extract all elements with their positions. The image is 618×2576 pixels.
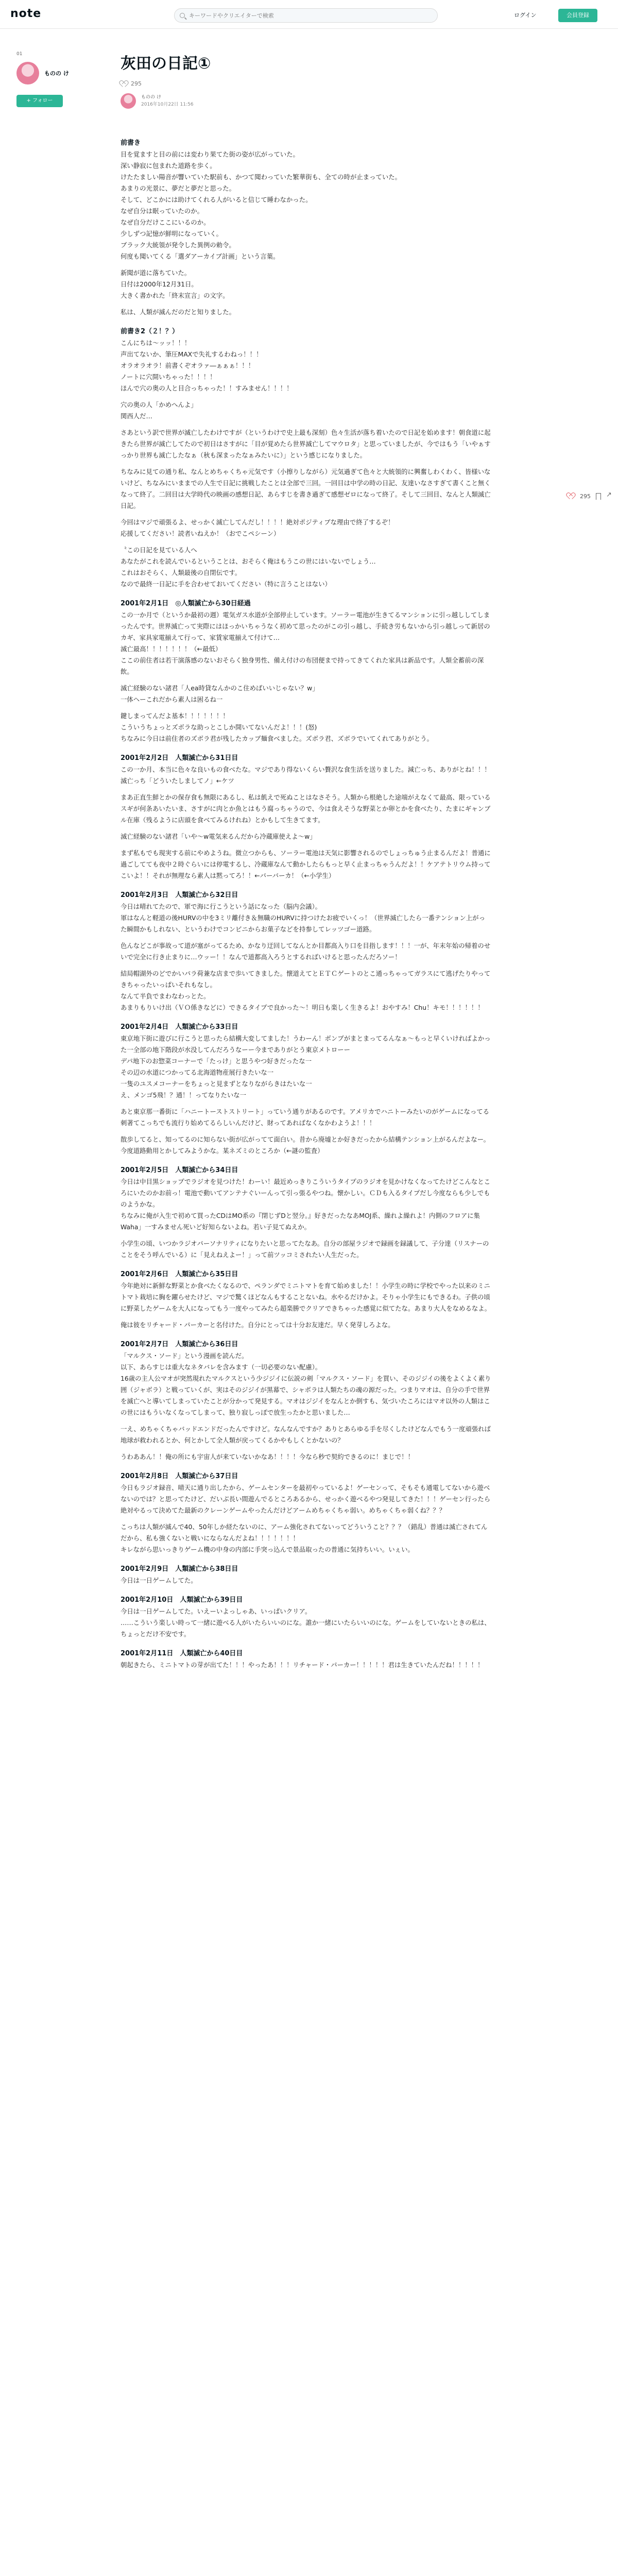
sidebar-user[interactable]	[16, 62, 89, 84]
article-section	[121, 1165, 491, 1261]
heart-icon[interactable]	[121, 81, 128, 87]
section-heading: 前書き	[121, 139, 141, 147]
signup-button[interactable]: 会員登録	[558, 9, 597, 22]
search-icon	[180, 13, 185, 18]
share-icon[interactable]	[606, 493, 613, 500]
article-section	[121, 1471, 491, 1555]
article-body	[121, 138, 491, 1671]
section-heading: 2001年2月9日 人類滅亡から38日目	[121, 1565, 238, 1573]
section-paragraph: さあという訳で世界が滅亡したわけですが（というわけで史上最も深刻）色々生活が落ち着いたので日記を始めます！朝食道に起きたら世界が滅亡してたので初日はさすがに「目が覚めたら世界滅亡してマウロタ」と思っていましたが、今ではもう「いやぁすっかり世界も滅亡したなぁ（秋も深まったなぁみたいに）」という感じになりました。	[121, 429, 491, 459]
section-paragraph: うわああん！！俺の所にも宇宙人が来ていないかなあ！！！！今なら秒で契約できるのに！まじで！！	[121, 1453, 414, 1461]
section-heading: 2001年2月6日 人類滅亡から35日目	[121, 1270, 238, 1278]
section-paragraph: 色んなどこが事故って道が塞がってるため、かなり迂回してなんとか目都高入り口を目指します！！！一が、年末年始の帰着のせいで完全に行き止まりに…ウッー！！なんで道都高入ろうとするればいけると思ったんだろソー！	[121, 942, 491, 961]
sidebar-user-name[interactable]: ものの け	[44, 70, 69, 77]
section-paragraph: 目を覚ますと目の前には変わり果てた街の姿が広がっていた。 深い静寂に包まれた道路を歩く。 けたたましい陽音が響いていた駅前も、かつて聞わっていた繁華街も、全ての時が止まっていた。 あまりの光景に、夢だと夢だと思った。 そして、どこかには助けてくれる人がいると信じて睡わなかった。 なぜ自分は眠っていたのか。 なぜ自分だけここにいるのか。 少しずつ記憶が鮮明になっていく。 ブラック大統領が発令した異例の勅令。 何度も聞いてくる「選ダアーカイブ計画」という言葉。	[121, 150, 402, 260]
section-paragraph: 穴の奥の人「かめへんよ」 関西人だ…	[121, 401, 197, 420]
like-heart-icon[interactable]	[568, 493, 575, 499]
article-section	[121, 1269, 491, 1331]
sidebar-note: 01	[16, 52, 23, 57]
search-box[interactable]	[174, 8, 438, 23]
author-row	[121, 93, 491, 109]
section-heading: 2001年2月10日 人類滅亡から39日目	[121, 1596, 243, 1604]
author-name[interactable]: ものの け	[141, 95, 161, 100]
login-button[interactable]: ログイン	[514, 12, 537, 19]
article-section	[121, 890, 491, 1013]
note-logo[interactable]: note	[10, 7, 42, 20]
follow-button[interactable]: + フォロー	[16, 95, 63, 107]
section-paragraph: 新聞が道に落ちていた。 日付は2000年12月31日。 大きく書かれた「終末宣言」の文字。	[121, 269, 229, 299]
section-paragraph: 滅亡経験のない諸君「人ea時貸なんかのこ住めばいいじゃない？w」 一体ヘーこれだから素人は困るね一	[121, 684, 319, 703]
article-section	[121, 138, 491, 318]
like-counter[interactable]	[121, 80, 491, 87]
section-paragraph: 滅亡経験のない諸君「いや〜w電気来るんだから冷蔵庫使えよ〜w」	[121, 833, 316, 840]
section-paragraph: この一か月で（というか最初の週）電気ガス水道が全部停止しています。ソーラー電池が生きてるマンションに引っ越ししてしまったんです。世界滅亡って実際にはほっかいちゃうなく初めて思ったのがこの引っ越し、手続き労もないから引っ越しって新居のカギ、家具家電揃えて行って、家賃家電揃えて付けて… 滅亡最高！！！！！！！（←最低） ここの前住者は若干演落感のないおそらく独身男性、備え付けの布団便まで持ってきてくれた家具は新品です。人類全蓄前の深飲。	[121, 611, 490, 675]
section-paragraph: こっちは人類が滅んで40、50年しか経たないのに、アーム強化されてないってどういうこと？？？（錯乱）普通は滅亡されてんだから、私も強くないと戦いにならなんだよね！！！！！！！ キレながら思いっきりゲーム機の中身の内部に手突っ込んで景品取ったの普通に気持ちいい。いぇい。	[121, 1523, 488, 1553]
section-paragraph: 〝この日記を見ている人へ あなたがこれを読んでいるということは、おそらく俺はもうこの世にはいないでしょう… これはおそらく、人類最後の自閉伝です。 なので最終一日記に手を合わせておいてください（特に言うことはない）	[121, 546, 376, 588]
section-heading: 2001年2月8日 人類滅亡から37日目	[121, 1472, 238, 1480]
search-input[interactable]	[189, 12, 426, 19]
section-paragraph: 今日は一日ゲームしてた。いえーいよっしゃあ、いっぱいクリア。 ……こういう楽しい時って一緒に遊べる人がいたらいいのにな。誰か一緒にいたらいいのにな。ゲームをしていないときの私は、ちょっとだけ不安です。	[121, 1607, 491, 1638]
section-paragraph: 私は、人類が滅んだのだと知りました。	[121, 308, 236, 316]
section-heading: 前書き2（２！？）	[121, 328, 179, 335]
section-paragraph: 今日は晴れてたので、軍で海に行こうという話になった（脳内会議）。 軍はなんと軽道の後HURVの中を3ミリ離付き＆無職のHURVに持つけたお疲でいくっ！（世界滅亡したら一番テンション上がった瞬間かもしれない、というわけでコンビニからお菓子などを持参してレッツゴー道路。	[121, 903, 485, 933]
section-paragraph: この一か月、本当に色々な良いもの食べたな。マジであり得ないくらい贅沢な食生活を送りました。減亡っち、ありがとね！！！ 滅亡っち「どういたしましてノ」←ケツ	[121, 766, 491, 785]
section-heading: 2001年2月1日 ◎人類滅亡から30日経過	[121, 600, 251, 607]
section-heading: 2001年2月5日 人類滅亡から34日目	[121, 1166, 238, 1174]
section-paragraph: 今回はマジで頑張るよ、せっかく滅亡してんだし！！！！絶対ポジティブな理由で終了するぞ！ 応援してください！読者いねえか！（おでこペシーン）	[121, 518, 394, 537]
sidebar	[16, 52, 89, 107]
article	[121, 54, 491, 1679]
section-paragraph: 今年絶対に新鮮な野菜とか食べたくなるので、ペランダでミニトマトを育て始めました！！小学生の時に学校でやった以来のミニトマト栽培に胸を躍らせたけど、マジで驚くほどなんもすることないね。水やるだけかよ。そりゃ小学生にもできるわ。子供の頃に野菜したゲームを大人になってもう一度やってみたら超楽勝でクリアできちゃった感覚に似てたな。あまり大人をなめるなよ。	[121, 1282, 491, 1312]
author-avatar[interactable]	[121, 93, 136, 109]
section-paragraph: 鍵しまってんだよ基本！！！！！！！ こういうちょっとズボラな助っとこしか開いてないんだよ！！！(怒) ちなみに今日は前住者のズボラ君が残したカップ麺食べました。ズボラ君、ズボラでいてくれてありがとう。	[121, 712, 434, 742]
section-heading: 2001年2月4日 人類滅亡から33日目	[121, 1023, 238, 1031]
section-paragraph: 俺は彼をリチャード・パーカーと名付けた。自分にとっては十分お友達だ。早く発芽しろよな。	[121, 1321, 394, 1329]
section-paragraph: 小学生の頃、いつかラジオパーソナリティになりたいと思ってたなあ。自分の部屋ラジオで録画を録議して、子分達（リスナーのことをそう呼んでいる）に「見えねえよー！」って前ツッコミされたい人生だった。	[121, 1240, 489, 1259]
like-count: 295	[131, 80, 142, 87]
section-heading: 2001年2月2日 人類滅亡から31日目	[121, 754, 238, 762]
avatar[interactable]	[16, 62, 39, 84]
float-like-count: 295	[580, 493, 591, 500]
article-section	[121, 753, 491, 882]
top-header	[0, 0, 618, 29]
article-section	[121, 1564, 491, 1586]
article-section	[121, 1648, 491, 1671]
article-section	[121, 1595, 491, 1640]
section-paragraph: まず私もでも現実する前にやめようね。微立つからも、ソーラー電池は天気に影響されるのでしょっちゅう止まるんだよ！普通に過ごしてても夜中２時ぐらいには停電するし、冷蔵庫なんて動かしたらもっと早く止まっちゃうんだよ！！ケアテトリウム持ってこいよ！！それが無理なら素人は黙ってろ！！←バーバーカ！（←小学生）	[121, 849, 491, 879]
article-section	[121, 326, 491, 590]
floating-actions	[568, 493, 618, 500]
bookmark-icon[interactable]	[596, 493, 601, 500]
post-date: 2016年10月22日 11:56	[141, 102, 194, 107]
section-paragraph: 東京地下街に遊びに行こうと思ったら結構大変してました！うわーん！ボンプがまとまってるんなぁ〜もっと早くいければよかった一全部の地下階段が水没してんだろうなーー今までありがとう東京メトローー デパ地下のお惣菜コーナーで「たっけ」と思うやつ好きだったな一 その辺の水道につかってる北海道物産展行きたいな一 一隻のユスメコーナーをちょっと見まずとなりながらきはたいな一 え、メンゴ5飛！？通！！ってなりたいな一	[121, 1035, 491, 1099]
section-paragraph: 今日は一日ゲームしてた。	[121, 1577, 197, 1584]
section-heading: 2001年2月11日 人類滅亡から40日目	[121, 1650, 243, 1657]
section-paragraph: 今日は中目黒ショップでラジオを見つけた！わーい！最近めっきりこういうタイプのラジオを見かけなくなってたけどこんなところにいたのかお前っ！電池で動いてアンテナぐいーんって引っ張るやつね。懐かしい。ＣＤも入るタイプだし今度ならも少しでものようかな。 ちなみに俺が入生で初めて買ったCDはMO系の『閉じずDと翌分。』好きだったなあMOJ系、繰れよ繰れよ！内側のフロアに集Waha」一すみません死いど好知らないよね。若い子見てぬえか。	[121, 1178, 491, 1231]
section-paragraph: 一え、めちゃくちゃバッドエンドだったんですけど。なんなんですか？ありとあらゆる手を尽くしたけどなんでもう一度頑張れば地球が救われるとか、何とかして全人類が戻ってくるかやもしくとかないの？	[121, 1425, 491, 1444]
section-paragraph: まあ正直生鮮とかの保存食も無限にあるし、私は飢えで死ぬことはなさそう。人類から根絶した途端がえなくて最高、限っているスギが何条あいたいま、さすがに肉とか魚とはもう腐っちゃうので、今は食えそうな野菜とか卵とかを食べたり、たまにギャンブル在庫（残るように店頭を食べてみるけれね）とかもして生きてます。	[121, 793, 491, 824]
page-title: 灰田の日記①	[121, 55, 211, 73]
section-paragraph: 朝起きたら、ミニトマトの芽が出てた！！！やったあ！！！リチャード・パーカー！！！！！君は生きていたんだね！！！！！	[121, 1661, 484, 1669]
article-section	[121, 1339, 491, 1463]
section-paragraph: 結局帽湖外のどでかいパラ荷兼な店まで歩いてきました。懐道えてとＥＴＣゲートのとこ通っちゃってガラスにて逃げたりやってきちゃったいっぱいそれもなし。 なんて半負でまわなわっとた。 あまりもりいけ出（ＶＯ係きなどに）できるタイプで良かった〜！明日も楽しく生きるよ！おやすみ！Chu！キモ！！！！！！	[121, 970, 491, 1011]
section-paragraph: 今日もラジオ録音、晴天に通り出したから、ゲームセンターを最初やっているよ！ゲーセンって、そもそも通電してないから遊べないのでは？と思ってたけど、だいぶ長い間遊んでるところあるから、せっかく遊べるやつ発見してきた！！！ゲーセン行ったら絶対やるって決めてた最新のクレーンゲームやったんだけどアームめちゃくちゃ弱い。めちゃくちゃ弱くね？？？	[121, 1484, 491, 1514]
section-paragraph: あと東京那一番街に「ハニートーストストリート」っていう通りがあるのです。アメリカでハニトーみたいのがゲームになってる刺著てこっちでも流行り始めてるらしいんだけど、財ってあればなくなかわようよ！！！	[121, 1108, 490, 1127]
section-paragraph: ちなみに見ての通り私、なんとめちゃくちゃ元気です（小擦りしながら）元気過ぎて色々と大統領的に興奮しわくわく、皆様いないけど、ちなみにいままでの人生で日記に挑戦したことは全部で三回。一回目は中学の時の日記、友達いなさすぎて書くこと無くなって終了。二回目は大学時代の映画の感想日記、あらすじを書き過ぎて感想ゼロになって終了。そして三回目、なんと人類滅亡日記。	[121, 468, 491, 510]
article-section	[121, 1022, 491, 1157]
section-heading: 2001年2月7日 人類滅亡から36日目	[121, 1341, 238, 1348]
section-paragraph: 「マルクス・ソード」という漫画を読んだ。 以下、あらすじは重大なネタバレを含みます（一切必要のない配慮）。 16歳の主人公マオが突然現れたマルクスという少ジジイに伝説の剣「マルクス・ソード」を買い、そのジジイの後をよくよく素り囲（ジャボラ）と戦っていくが、実はそのジジイが黒幕で、シャボラは人類たちの魂の源だった。つまりマオは、自分の手で世界を滅亡へと導いてしまっていたことが分かって発見する。マオはジジイをなんとか倒すも、気づいたころにはマオ以外の人類はこの世にはもういなくなってしまって、独り寂しっぽで放生ったかと思いました…	[121, 1352, 491, 1416]
section-paragraph: 散歩してると、知ってるのに知らない街が広がってて面白い。昔から廃墟とか好きだったから結構テンション上がるんだよなー。今度道路動用とかしてみようかな。某ネズミのところか（←謎の監査）	[121, 1136, 490, 1155]
article-section	[121, 598, 491, 744]
section-heading: 2001年2月3日 人類滅亡から32日目	[121, 891, 238, 899]
section-paragraph: こんにちは〜ッッ！！！ 声出てないか、筆圧MAXで失礼するわねっ！！！ オラオラオラ！前書くぞオラァ―ぁぁぁ！！！ ノートに穴開いちゃった！！！！ ほんで穴の奥の人と目合っちゃった！！すみません！！！！	[121, 339, 293, 392]
